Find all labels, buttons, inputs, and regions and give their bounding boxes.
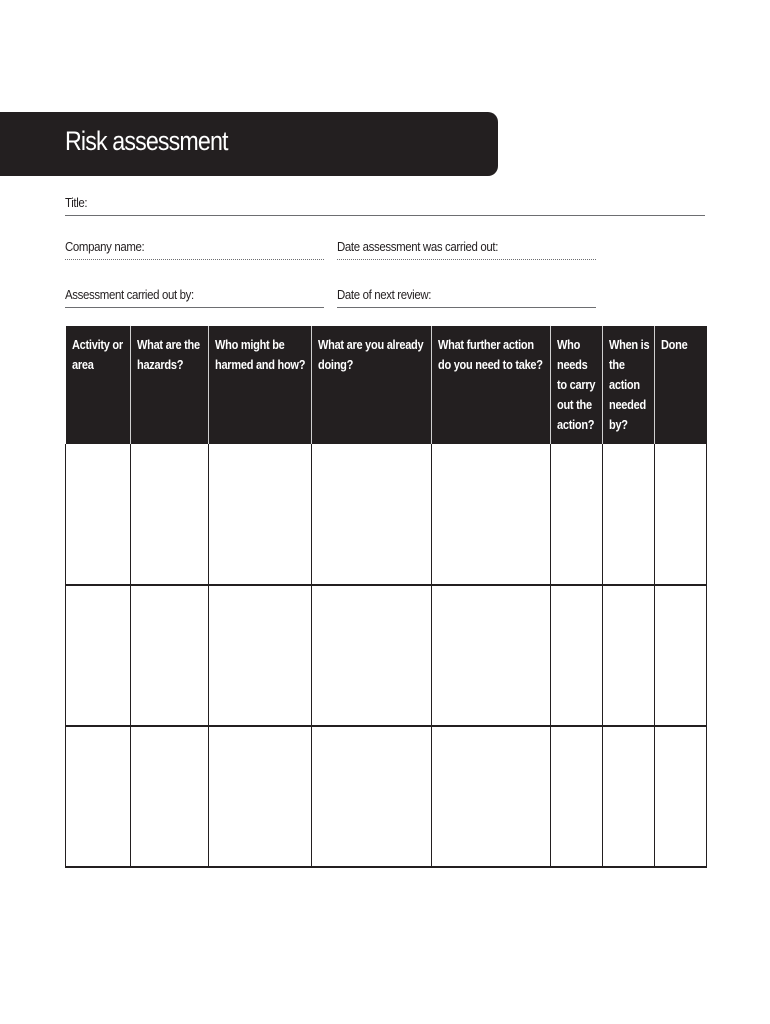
table-cell[interactable] xyxy=(131,444,209,585)
column-header-who-carries-out: Who needs to carry out the action? xyxy=(551,326,603,444)
next-review-label: Date of next review: xyxy=(337,287,432,302)
risk-assessment-table xyxy=(65,326,707,868)
column-header-who-harmed: Who might be harmed and how? xyxy=(209,326,312,444)
table-cell[interactable] xyxy=(655,585,707,726)
table-cell[interactable] xyxy=(603,726,655,867)
table-cell[interactable] xyxy=(66,726,131,867)
column-header-further-action: What further action do you need to take? xyxy=(432,326,551,444)
table-cell[interactable] xyxy=(209,585,312,726)
table-row xyxy=(66,726,707,867)
table-cell[interactable] xyxy=(312,444,432,585)
table-cell[interactable] xyxy=(551,585,603,726)
table-cell[interactable] xyxy=(655,444,707,585)
table-cell[interactable] xyxy=(432,726,551,867)
table-row xyxy=(66,585,707,726)
next-review-field[interactable] xyxy=(337,287,596,308)
table-cell[interactable] xyxy=(432,585,551,726)
table-cell[interactable] xyxy=(432,444,551,585)
table-cell[interactable] xyxy=(312,726,432,867)
column-header-done: Done xyxy=(655,326,707,444)
title-banner xyxy=(0,112,498,176)
table-cell[interactable] xyxy=(131,726,209,867)
column-header-hazards: What are the hazards? xyxy=(131,326,209,444)
column-header-activity: Activity or area xyxy=(66,326,131,444)
table-cell[interactable] xyxy=(66,585,131,726)
date-carried-out-label: Date assessment was carried out: xyxy=(337,239,499,254)
table-header-row xyxy=(66,326,707,444)
carried-out-by-field[interactable] xyxy=(65,287,324,308)
page-title: Risk assessment xyxy=(65,126,228,156)
table-cell[interactable] xyxy=(209,444,312,585)
table-cell[interactable] xyxy=(603,585,655,726)
table-cell[interactable] xyxy=(209,726,312,867)
company-name-field[interactable] xyxy=(65,239,324,260)
table-cell[interactable] xyxy=(66,444,131,585)
table-cell[interactable] xyxy=(655,726,707,867)
title-field-label: Title: xyxy=(65,195,88,210)
table-cell[interactable] xyxy=(312,585,432,726)
company-name-label: Company name: xyxy=(65,239,145,254)
table-cell[interactable] xyxy=(551,444,603,585)
table-row xyxy=(66,444,707,585)
table-cell[interactable] xyxy=(603,444,655,585)
title-field[interactable] xyxy=(65,195,705,216)
column-header-when-needed: When is the action needed by? xyxy=(603,326,655,444)
carried-out-by-label: Assessment carried out by: xyxy=(65,287,194,302)
table-cell[interactable] xyxy=(131,585,209,726)
column-header-already-doing: What are you already doing? xyxy=(312,326,432,444)
date-carried-out-field[interactable] xyxy=(337,239,596,260)
table-cell[interactable] xyxy=(551,726,603,867)
